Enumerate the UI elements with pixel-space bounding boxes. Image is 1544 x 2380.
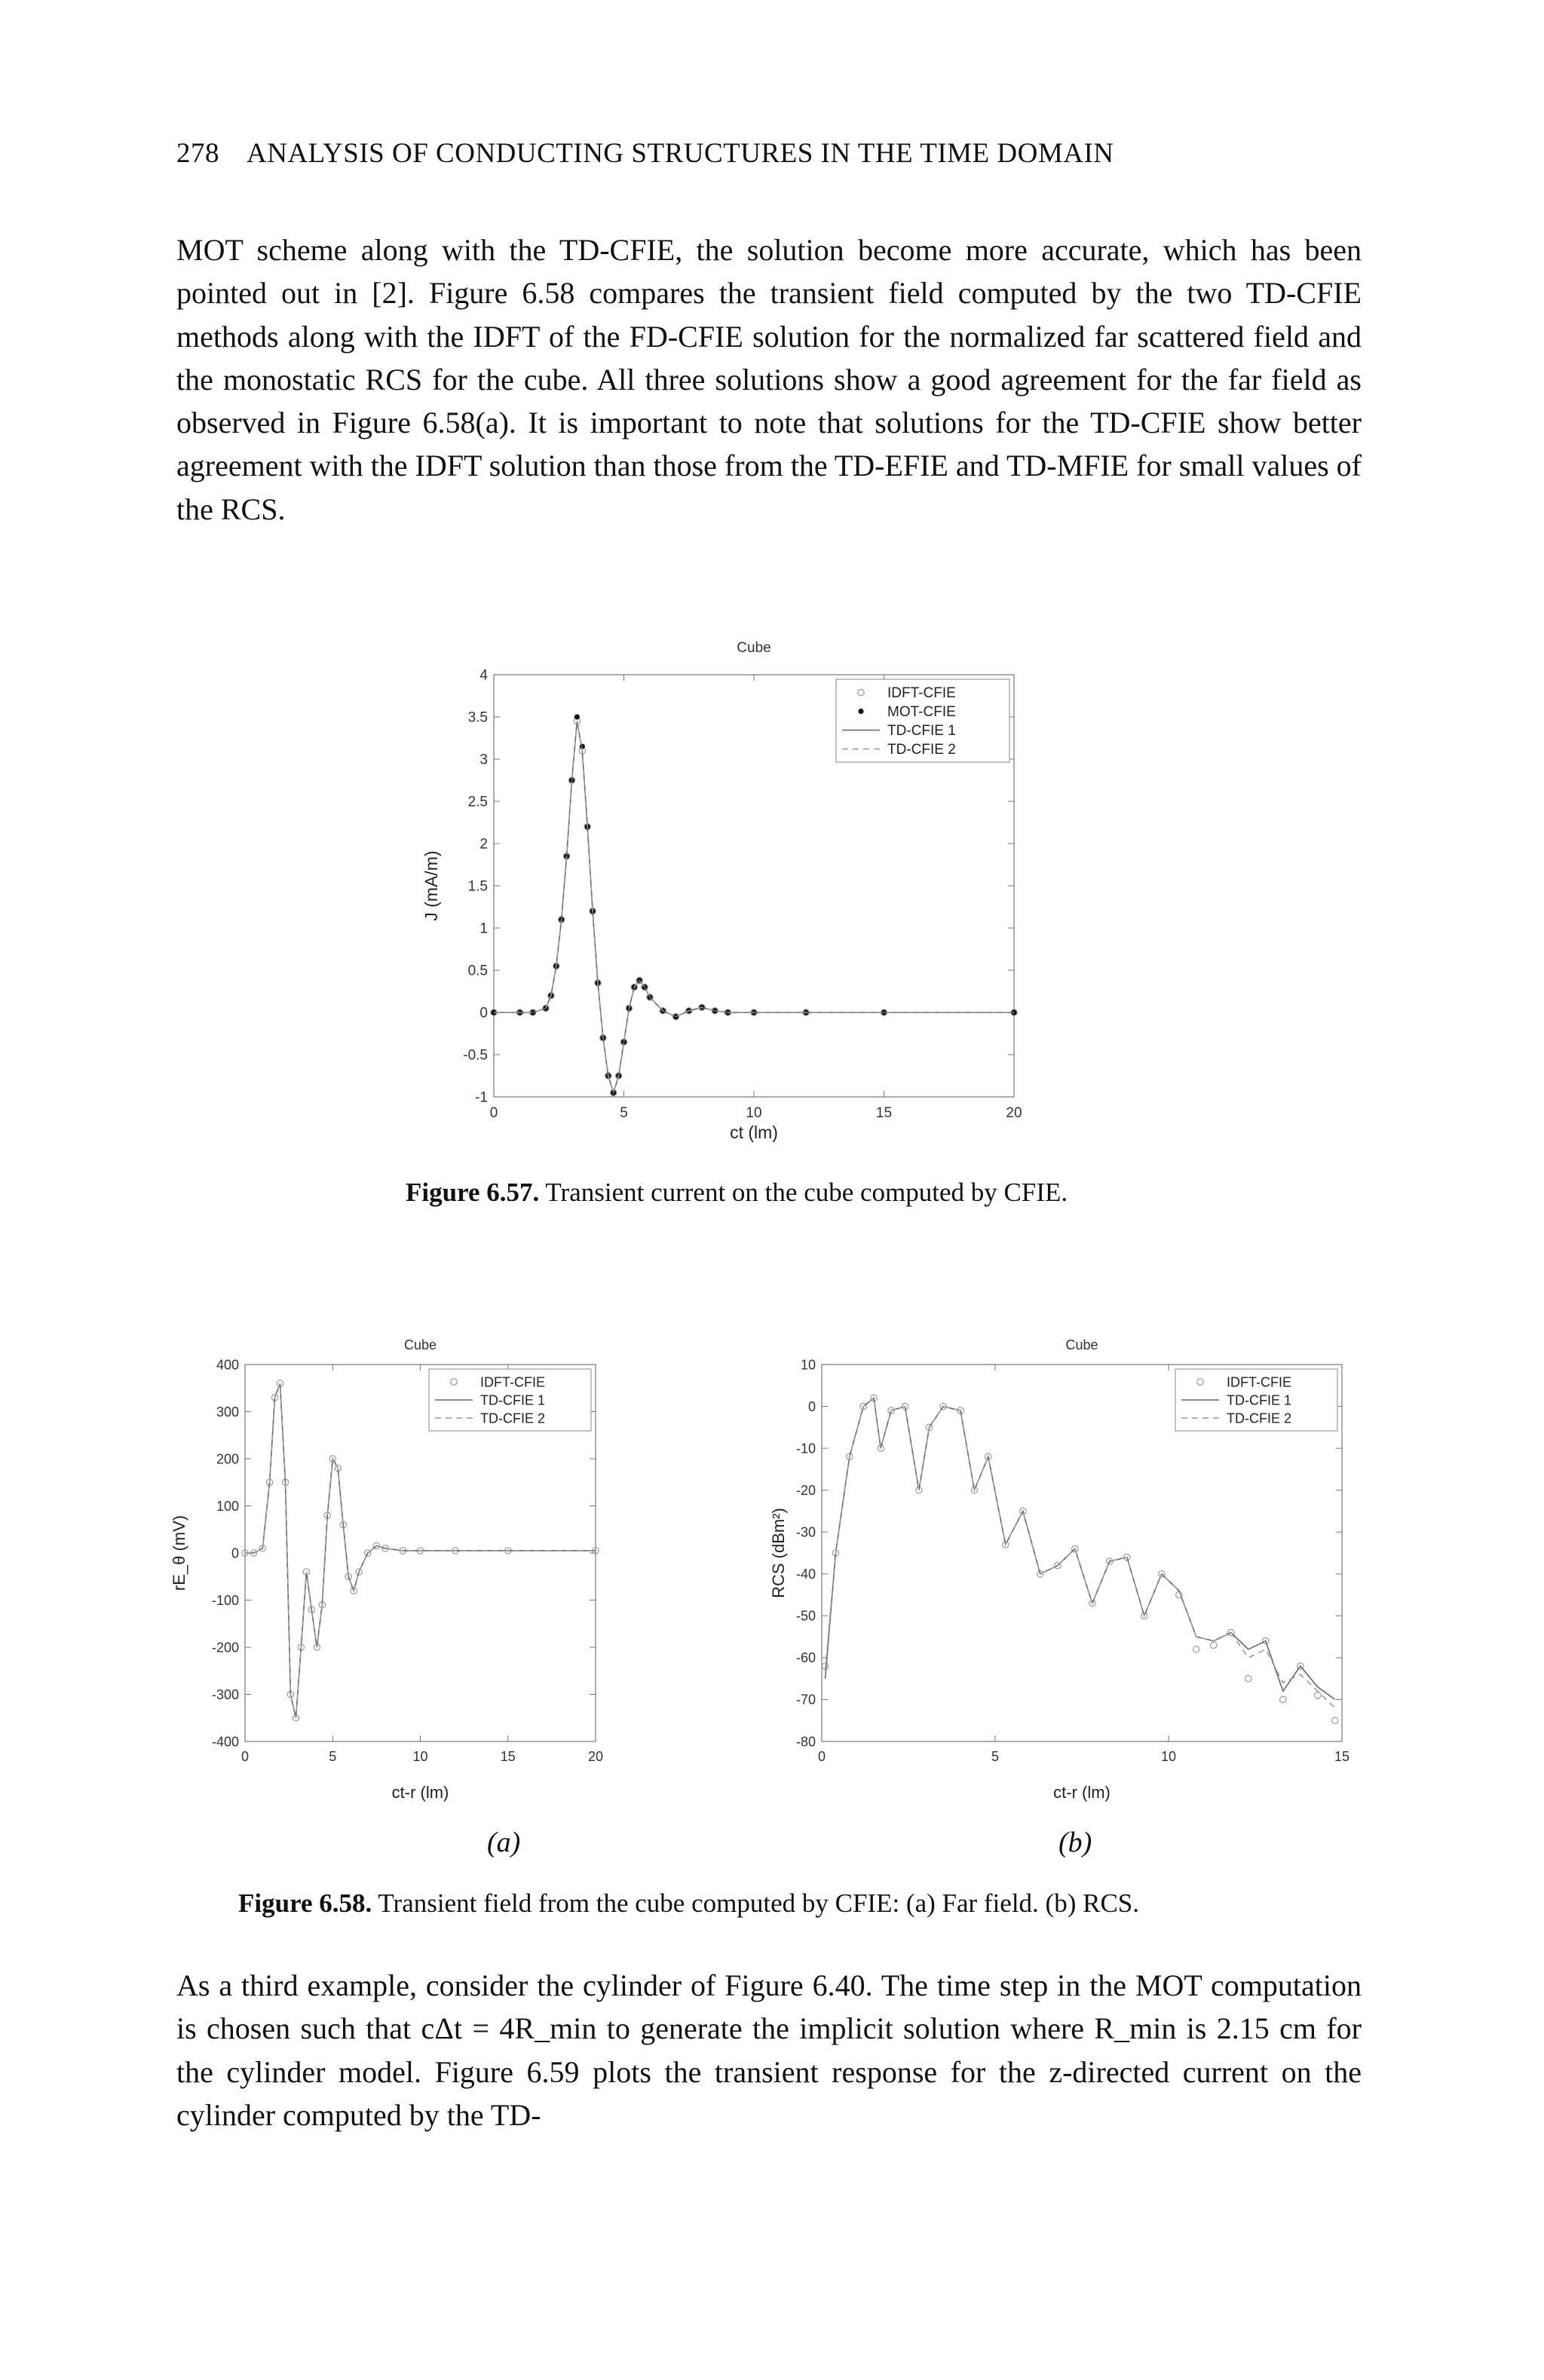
chart-fig658a-y-tick-label: -100 <box>211 1592 239 1608</box>
figure-6-58b-chart <box>761 1323 1365 1813</box>
chart-fig658a-x-tick-label: 20 <box>587 1749 604 1764</box>
chart-fig658b-y-tick-label: -40 <box>795 1567 816 1582</box>
chart-fig658a-x-tick-label: 15 <box>500 1749 516 1764</box>
chart-fig658a-y-tick-label: 300 <box>216 1404 239 1420</box>
chart-fig658b-x-axis-label: ct-r (lm) <box>1053 1783 1111 1802</box>
chart-fig658b-series-idft-cfie-point <box>1211 1642 1217 1648</box>
chart-fig658a-y-axis-label: rE_θ (mV) <box>170 1515 188 1591</box>
chart-fig657-legend-key-marker <box>858 709 863 714</box>
chart-fig657-legend-label: TD-CFIE 2 <box>887 742 956 758</box>
body-paragraph-1: MOT scheme along with the TD-CFIE, the solution become more accurate, which has been pointed out in [2]. Figure 6.58 compares the transient field computed by the two TD-CFIE methods along with the IDFT of the FD-CFIE solution for the normalized far scattered field and the monostatic RCS for the cube. All three solutions show a good agreement for the far field as observed in Figure 6.58(a). It is important to note that solutions for the TD-CFIE show better agreement with the IDFT solution than those from the TD-EFIE and TD-MFIE for small values of the RCS. <box>176 233 1362 526</box>
figure-6-58-label: Figure 6.58. <box>238 1888 372 1918</box>
chart-fig657-series-td-cfie-2-line <box>494 721 1014 1093</box>
running-head <box>176 137 1114 170</box>
chart-fig658a-y-tick-label: 100 <box>216 1498 239 1514</box>
chart-fig658a-x-tick-label: 10 <box>412 1749 428 1764</box>
chart-fig658a-legend-label: TD-CFIE 2 <box>480 1411 546 1426</box>
chart-fig658a-y-tick-label: 200 <box>216 1451 239 1467</box>
chart-fig658a-title: Cube <box>403 1337 437 1352</box>
chart-fig657-y-tick-label: 2 <box>479 836 488 853</box>
chart-fig657-y-tick-label: 0 <box>479 1005 488 1022</box>
page-number: 278 <box>176 138 219 169</box>
chart-fig658a-x-tick-label: 0 <box>240 1749 250 1764</box>
chart-fig658b-y-tick-label: -50 <box>795 1608 816 1624</box>
chart-fig657-y-tick-label: 3.5 <box>467 709 488 726</box>
chart-fig658b-series-idft-cfie-point <box>1193 1646 1199 1653</box>
chart-fig657-y-tick-label: -1 <box>475 1089 488 1106</box>
chart-fig657-x-tick-label: 20 <box>1006 1105 1022 1121</box>
chart-fig658a-y-tick-label: -400 <box>211 1734 239 1750</box>
figure-6-57-chart <box>407 618 1108 1146</box>
running-head-title: ANALYSIS OF CONDUCTING STRUCTURES IN THE TIME DOMAIN <box>247 138 1114 169</box>
chart-fig658a-x-axis-label: ct-r (lm) <box>391 1783 449 1802</box>
chart-fig657-legend-label: MOT-CFIE <box>887 704 956 721</box>
chart-fig658b-y-tick-label: -20 <box>795 1482 816 1498</box>
chart-fig658a-y-tick-label: 400 <box>216 1357 239 1373</box>
chart-fig658b-legend-label: IDFT-CFIE <box>1227 1374 1291 1390</box>
body-paragraph-2: As a third example, consider the cylinder of Figure 6.40. The time step in the MOT computation is chosen such that cΔt = 4R_min to generate the implicit solution where R_min is 2.15 cm for the cylinder model. Figure 6.59 plots the transient response for the z-directed current on the cylinder computed by the TD- <box>176 1968 1362 2132</box>
chart-fig658b-legend-label: TD-CFIE 1 <box>1227 1392 1292 1408</box>
chart-fig658b-series-idft-cfie-point <box>1245 1675 1251 1681</box>
chart-fig658b-series-td-cfie-1-line <box>826 1398 1335 1699</box>
chart-fig657-y-tick-label: -0.5 <box>463 1047 488 1064</box>
chart-fig657-y-tick-label: 0.5 <box>467 963 488 979</box>
chart-fig657-series-mot-cfie-point <box>574 714 580 719</box>
chart-fig658b-y-axis-label: RCS (dBm²) <box>769 1508 788 1598</box>
chart-fig657-x-tick-label: 15 <box>875 1105 893 1121</box>
chart-fig658b-y-tick-label: -70 <box>795 1692 816 1708</box>
chart-fig657-y-tick-label: 2.5 <box>467 794 488 810</box>
chart-fig658b-y-tick-label: -60 <box>795 1650 816 1666</box>
chart-fig658b-series-idft-cfie-point <box>1332 1717 1338 1723</box>
chart-fig658a-legend-label: IDFT-CFIE <box>480 1374 545 1390</box>
chart-fig658b-y-tick-label: 10 <box>800 1357 816 1373</box>
chart-fig657-y-tick-label: 1.5 <box>467 878 488 895</box>
chart-fig657-y-axis-label: J (mA/m) <box>421 850 441 921</box>
chart-fig658b-x-tick-label: 5 <box>991 1749 1000 1764</box>
chart-fig658b-series-idft-cfie-point <box>1315 1692 1321 1698</box>
figure-6-58a-sublabel: (a) <box>487 1827 521 1858</box>
chart-fig658b-legend-label: TD-CFIE 2 <box>1227 1411 1292 1426</box>
chart-fig658b-series-idft-cfie-point <box>1280 1696 1286 1702</box>
figure-6-57-caption-text: Transient current on the cube computed by CFIE. <box>545 1178 1068 1207</box>
chart-fig658b-y-tick-label: -10 <box>795 1441 816 1456</box>
figure-6-58a-chart <box>143 1323 777 1813</box>
chart-fig658b-y-tick-label: -30 <box>795 1524 816 1540</box>
chart-fig657-title: Cube <box>737 640 771 656</box>
chart-fig658a-legend-label: TD-CFIE 1 <box>480 1392 546 1408</box>
chart-fig658a-x-tick-label: 5 <box>329 1749 337 1764</box>
chart-fig657-y-tick-label: 1 <box>479 920 488 937</box>
chart-fig658b-x-tick-label: 15 <box>1334 1749 1350 1764</box>
chart-fig657-x-tick-label: 10 <box>746 1105 762 1121</box>
chart-fig657-x-axis-label: ct (lm) <box>730 1123 778 1142</box>
figure-6-57-caption <box>406 1178 1068 1208</box>
chart-fig658a-y-tick-label: -300 <box>211 1686 239 1702</box>
figure-6-58b-sublabel: (b) <box>1058 1827 1092 1858</box>
chart-fig658b-x-tick-label: 0 <box>817 1749 826 1764</box>
chart-fig657-legend-label: IDFT-CFIE <box>887 685 956 702</box>
chart-fig658b-title: Cube <box>1065 1337 1098 1352</box>
chart-fig657-y-tick-label: 4 <box>479 667 488 684</box>
figure-6-58-caption <box>238 1888 1139 1919</box>
chart-fig658a-y-tick-label: 0 <box>231 1545 239 1561</box>
chart-fig658b-x-tick-label: 10 <box>1160 1749 1177 1764</box>
chart-fig658b-y-tick-label: 0 <box>807 1398 816 1414</box>
chart-fig657-x-tick-label: 5 <box>620 1105 628 1121</box>
chart-fig658b-series-td-cfie-2-line <box>826 1398 1335 1708</box>
figure-6-58-caption-text: Transient field from the cube computed by CFIE: (a) Far field. (b) RCS. <box>378 1888 1140 1918</box>
chart-fig657-x-tick-label: 0 <box>489 1105 498 1121</box>
chart-fig657-y-tick-label: 3 <box>479 752 488 768</box>
chart-fig658b-y-tick-label: -80 <box>795 1734 816 1750</box>
figure-6-57-label: Figure 6.57. <box>406 1178 540 1207</box>
chart-fig657-legend-label: TD-CFIE 1 <box>887 723 956 740</box>
chart-fig658a-y-tick-label: -200 <box>211 1640 239 1656</box>
